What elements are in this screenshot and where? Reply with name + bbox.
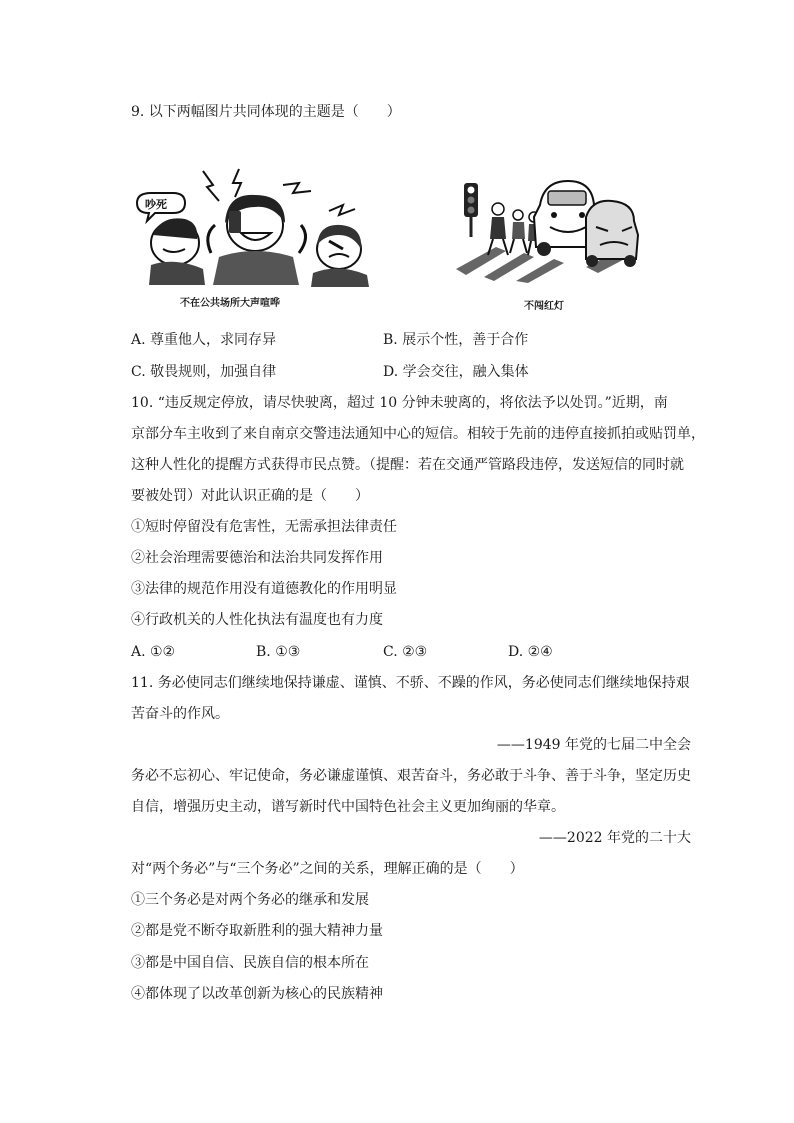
q10-stem-line-1: 10. “违反规定停放，请尽快驶离，超过 10 分钟未驶离的，将依法予以处罚。”近期，南 [131, 395, 668, 411]
q11-source-1: ——1949 年党的七届二中全会 [496, 737, 691, 753]
q10-option-c: C. ②③ [383, 644, 428, 660]
q11-quote2-line-2: 自信，增强历史主动，谱写新时代中国特色社会主义更加绚丽的华章。 [131, 799, 565, 815]
q9-option-c: C. 敬畏规则，加强自律 [131, 364, 277, 380]
q10-stem-line-4: 要被处罚）对此认识正确的是（ ） [131, 488, 369, 504]
q10-stem-line-2: 京部分车主收到了来自南京交警违法通知中心的短信。相较于先前的违停直接抓拍或贴罚单， [131, 426, 705, 442]
q10-option-a: A. ①② [131, 644, 176, 660]
q9-image2-caption: 不闯红灯 [524, 301, 564, 312]
traffic-cartoon-drawing [436, 177, 642, 285]
q10-item-4: ④行政机关的人性化执法有温度也有力度 [131, 612, 383, 628]
q11-item-4: ④都体现了以改革创新为核心的民族精神 [131, 986, 383, 1002]
q9-option-b: B. 展示个性，善于合作 [383, 332, 529, 348]
q11-quote1-line-1: 11. 务必使同志们继续地保持谦虚、谨慎、不骄、不躁的作风，务必使同志们继续地保持艰 [131, 675, 690, 691]
q10-item-2: ②社会治理需要德治和法治共同发挥作用 [131, 550, 383, 566]
q11-quote1-line-2: 苦奋斗的作风。 [131, 706, 229, 722]
q11-item-2: ②都是党不断夺取新胜利的强大精神力量 [131, 923, 383, 939]
speech-bubble-text: 吵死 [145, 198, 167, 211]
traffic-cartoon [436, 177, 642, 285]
q10-stem-line-3: 这种人性化的提醒方式获得市民点赞。（提醒：若在交通严管路段违停，发送短信的同时就 [131, 457, 684, 473]
q11-source-2: ——2022 年党的二十大 [538, 830, 691, 846]
noise-cartoon-drawing [133, 165, 373, 293]
q11-item-1: ①三个务必是对两个务必的继承和发展 [131, 892, 369, 908]
q11-item-3: ③都是中国自信、民族自信的根本所在 [131, 955, 369, 971]
q11-quote2-line-1: 务必不忘初心、牢记使命，务必谦虚谨慎、艰苦奋斗，务必敢于斗争、善于斗争，坚定历史 [131, 768, 691, 784]
q10-item-3: ③法律的规范作用没有道德教化的作用明显 [131, 581, 397, 597]
q9-image1-caption: 不在公共场所大声喧哗 [180, 298, 280, 309]
noise-cartoon [133, 165, 373, 293]
q10-option-b: B. ①③ [256, 644, 301, 660]
q9-stem: 9. 以下两幅图片共同体现的主题是（ ） [131, 104, 401, 120]
q9-option-a: A. 尊重他人，求同存异 [131, 332, 277, 348]
q11-question: 对“两个务必”与“三个务必”之间的关系，理解正确的是（ ） [131, 861, 524, 877]
q9-option-d: D. 学会交往，融入集体 [383, 364, 529, 380]
q10-option-d: D. ②④ [508, 644, 553, 660]
q10-item-1: ①短时停留没有危害性，无需承担法律责任 [131, 519, 397, 535]
